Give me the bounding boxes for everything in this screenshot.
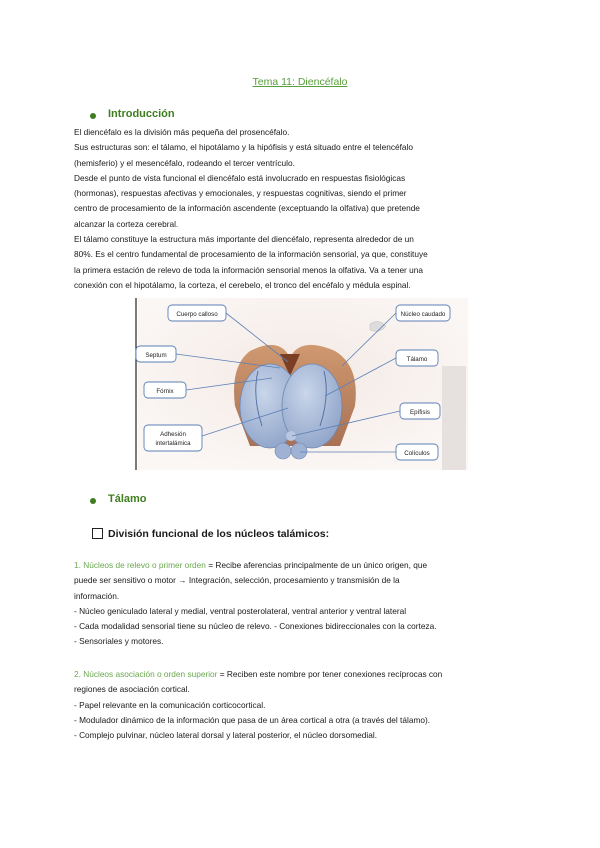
group2-title: 2. Núcleos asociación o orden superior [74,669,218,679]
bullet-icon [90,498,96,504]
text-line: información. [74,590,120,601]
intro-paragraph [74,125,534,293]
text-line: alcanzar la corteza cerebral. [74,218,179,229]
text-line: El diencéfalo es la división más pequeña del prosencéfalo. [74,127,290,137]
text-line: puede ser sensitivo o motor → Integración, selección, procesamiento y transmisión de la [74,575,400,586]
checkbox-icon [92,528,103,539]
group2-title-rest: = Reciben este nombre por tener conexiones recíprocas con [217,669,443,679]
label-box-adhesion [144,425,202,451]
text-line [74,667,534,682]
text-line: 80%. Es el centro fundamental de procesamiento de la información sensorial, ya que, constituye [74,249,428,260]
bullet-icon [90,113,96,119]
text-line: - Modulador dinámico de la información que pasa de un área cortical a otra (a través del tálamo). [74,714,431,725]
page-title: Tema 11: Diencéfalo [252,76,348,88]
group1-title-rest: = Recibe aferencias principalmente de un único origen, que [205,560,428,570]
group1-paragraph [74,558,534,650]
figure-label-septum: Septum [145,352,167,359]
figure-label-intertalamica: intertalámica [155,440,191,447]
text-line: - Papel relevante en la comunicación corticocortical. [74,699,266,710]
text-line: conexión con el hipotálamo, la corteza, el cerebelo, el tronco del encéfalo y médula espinal. [74,279,411,290]
figure-label-adhesion: Adhesión [160,431,186,438]
text-line: regiones de asociación cortical. [74,684,190,695]
figure-label-epifisis: Epífisis [410,409,430,416]
text-line: Sus estructuras son: el tálamo, el hipotálamo y la hipófisis y está situado entre el telencéfalo [74,142,413,153]
text-line: centro de procesamiento de la información ascendente (exceptuando la olfativa) que pretende [74,203,420,214]
text-line: - Cada modalidad sensorial tiene su núcleo de relevo. - Conexiones bidireccionales con la corteza. [74,621,437,632]
text-line [74,558,534,573]
subheading-division: División funcional de los núcleos talámicos: [108,528,330,540]
text-line: - Complejo pulvinar, núcleo lateral dorsal y lateral posterior, el núcleo dorsomedial. [74,730,377,741]
figure-label-fornix: Fórnix [156,388,174,395]
figure-label-cuerpo-calloso: Cuerpo calloso [176,311,218,318]
group1-title: 1. Núcleos de relevo o primer orden [74,560,206,570]
group2-paragraph [74,667,534,743]
figure-label-nucleo-caudado: Núcleo caudado [400,311,446,318]
section-heading-intro: Introducción [108,108,175,120]
text-line: (hemisferio) y el mesencéfalo, rodeando el tercer ventrículo. [74,157,295,168]
text-line: la primera estación de relevo de toda la información sensorial menos la olfativa. Va a tener una [74,264,423,275]
diencephalon-figure [130,296,470,472]
text-line: El tálamo constituye la estructura más importante del diencéfalo, representa alrededor de un [74,234,414,245]
text-line: - Sensoriales y motores. [74,636,164,647]
figure-label-talamo: Tálamo [406,356,428,363]
section-heading-talamo: Tálamo [108,493,147,505]
text-line: Desde el punto de vista funcional el diencéfalo está involucrado en respuestas fisiológicas [74,172,406,183]
text-line: (hormonas), respuestas afectivas y emocionales, y respuestas cognitivas, siendo el primer [74,188,407,199]
figure-label-coliculos: Colículos [404,450,430,457]
text-line: - Núcleo geniculado lateral y medial, ventral posterolateral, ventral anterior y ventral lateral [74,605,407,616]
